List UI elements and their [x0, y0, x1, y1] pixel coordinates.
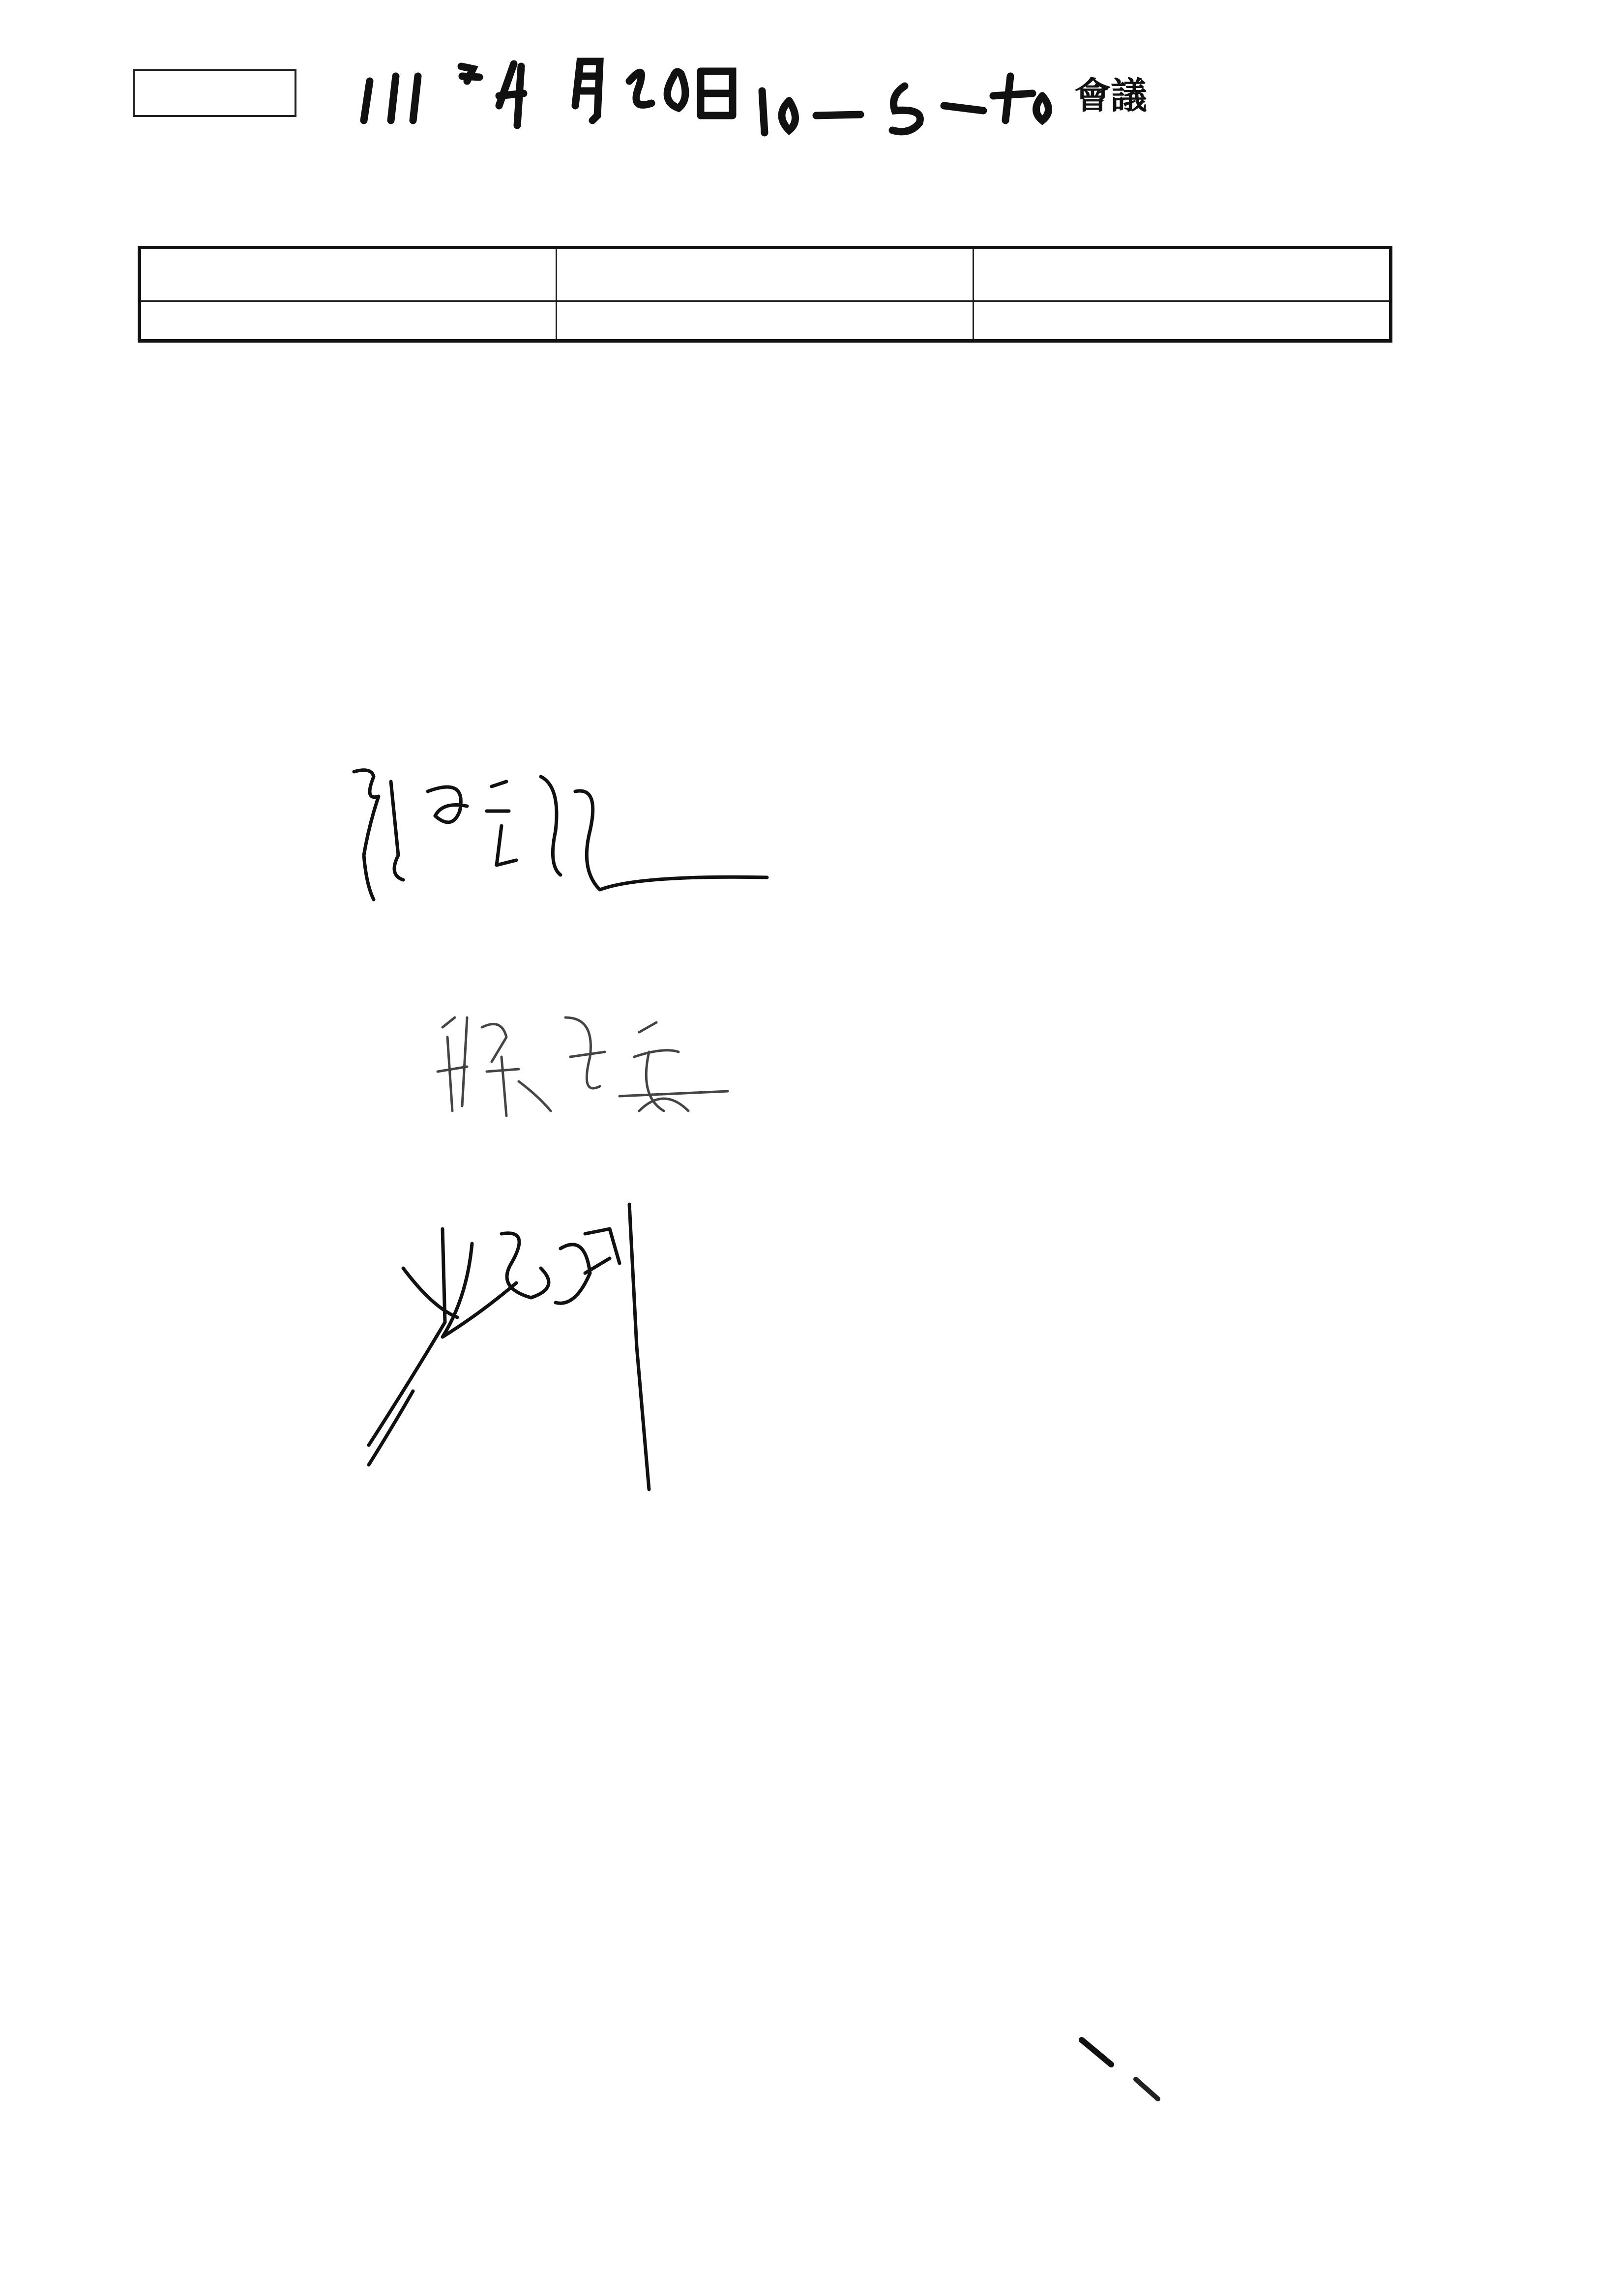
column-header-current-text: [557, 248, 974, 301]
column-header-amendment: [140, 248, 557, 301]
amendment-comparison-table: [138, 246, 1392, 343]
cosigner-signature-1: [433, 998, 747, 1135]
table-row: [140, 301, 1391, 341]
explanation-cell: [974, 301, 1391, 341]
current-text-cell: [557, 301, 974, 341]
page-number-handwritten: [698, 2069, 806, 2237]
cosigner-signature-2: [354, 1170, 821, 1494]
table-header-row: [140, 248, 1391, 301]
amendment-cell: [140, 301, 557, 341]
scan-mark: [1072, 2030, 1170, 2109]
header-boxed-label: [133, 69, 296, 117]
column-header-explanation: [974, 248, 1391, 301]
svg-text:會議: 會議: [1074, 75, 1147, 117]
handwritten-date-annotation: [344, 47, 1190, 145]
proposer-signature: [344, 757, 787, 934]
